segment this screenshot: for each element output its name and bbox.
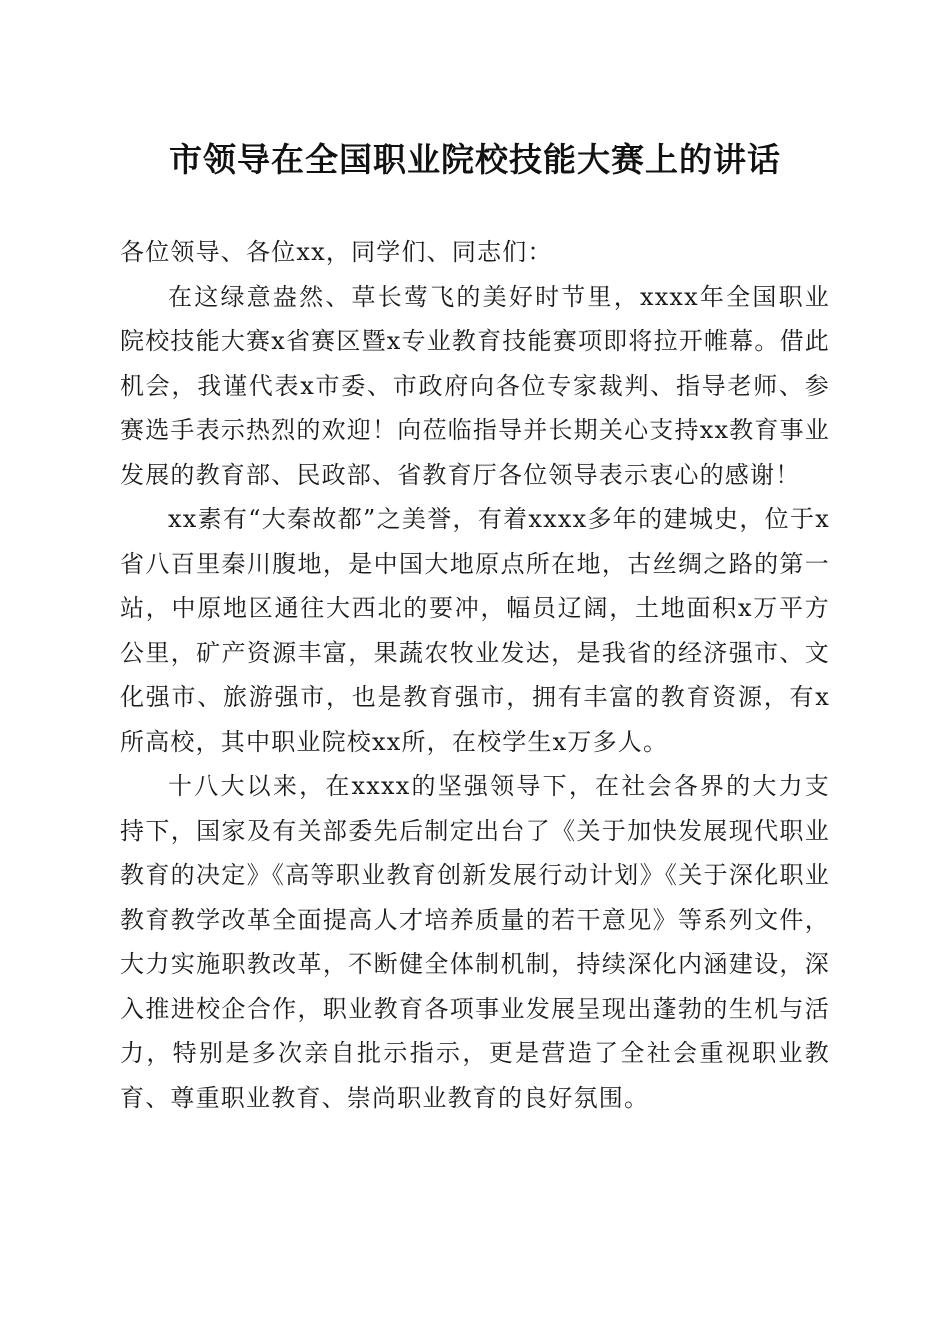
paragraph-vocational-education-progress: 十八大以来，在xxxx的坚强领导下，在社会各界的大力支持下，国家及有关部委先后制定出台了《关于加快发展现代职业教育的决定》《高等职业教育创新发展行动计划》《关于深化职业教育教学改革全面提高人才培养质量的若干意见》等系列文件，大力实施职教改革，不断健全体制机制，持续深化内涵建设，深入推进校企合作，职业教育各项事业发展呈现出蓬勃的生机与活力，特别是多次亲自批示指示，更是营造了全社会重视职业教育、尊重职业教育、崇尚职业教育的良好氛围。 [120, 772, 830, 1112]
paragraph-city-introduction: xx素有“大秦故都”之美誉，有着xxxx多年的建城史，位于x省八百里秦川腹地，是中国大地原点所在地，古丝绸之路的第一站，中原地区通往大西北的要冲，幅员辽阔，土地面积x万平方公里，矿产资源丰富，果蔬农牧业发达，是我省的经济强市、文化强市、旅游强市，也是教育强市，拥有丰富的教育资源，有x所高校，其中职业院校xx所，在校学生x万多人。 [120, 505, 830, 756]
paragraph-welcome: 在这绿意盎然、草长莺飞的美好时节里，xxxx年全国职业院校技能大赛x省赛区暨x专业教育技能赛项即将拉开帷幕。借此机会，我谨代表x市委、市政府向各位专家裁判、指导老师、参赛选手表示热烈的欢迎！向莅临指导并长期关心支持xx教育事业发展的教育部、民政部、省教育厅各位领导表示衷心的感谢！ [120, 282, 830, 489]
document-body [120, 230, 830, 1120]
salutation: 各位领导、各位xx，同学们、同志们： [120, 238, 553, 266]
document-title: 市领导在全国职业院校技能大赛上的讲话 [169, 140, 781, 179]
